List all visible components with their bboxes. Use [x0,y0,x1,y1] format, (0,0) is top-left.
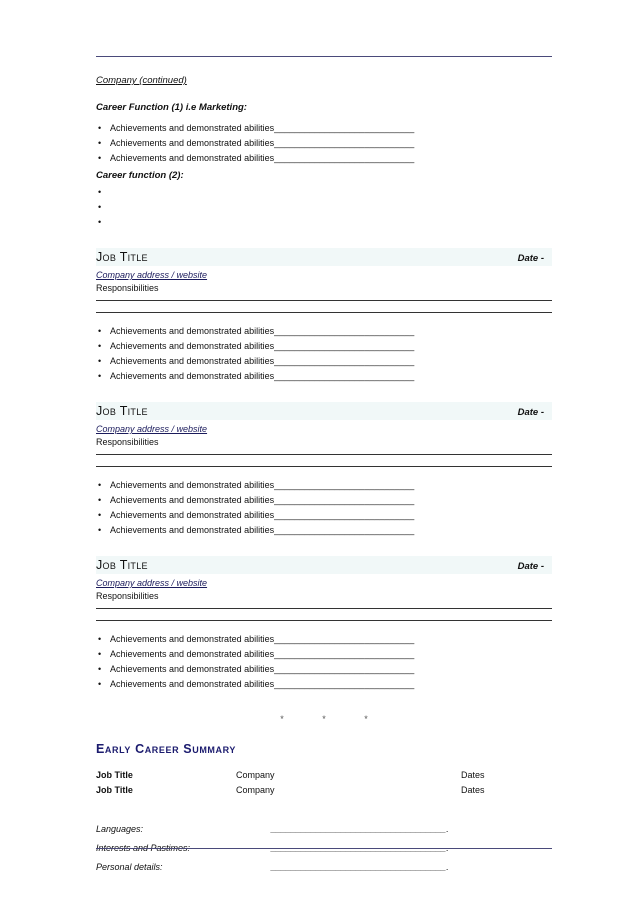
job-date: Date - [517,253,544,264]
personal-label: Interests and Pastimes: [96,843,191,853]
personal-value: ___________________________________. [271,862,449,872]
job-date: Date - [517,407,544,418]
personal-value: ___________________________________. [271,824,449,834]
bottom-divider [96,848,552,849]
list-item: • Achievements and demonstrated abilities____________________________ [96,508,552,523]
early-career-table [96,770,552,800]
career-function-2-heading: Career function (2): [96,170,184,181]
write-line [96,300,552,301]
write-line [96,608,552,609]
responsibilities-lines [96,300,552,313]
job-entry [96,248,552,384]
personal-label: Languages: [96,824,144,834]
list-item: • Achievements and demonstrated abilities____________________________ [96,136,552,151]
early-job-dates: Dates [461,785,485,795]
early-job-dates: Dates [461,770,485,780]
personal-value: ___________________________________. [271,843,449,853]
write-line [96,466,552,467]
responsibilities-label: Responsibilities [96,283,159,293]
personal-label: Personal details: [96,862,163,872]
responsibilities-label: Responsibilities [96,591,159,601]
responsibilities-label: Responsibilities [96,437,159,447]
career-function-1-heading: Career Function (1) i.e Marketing: [96,102,247,113]
list-item [96,200,552,215]
table-row [96,770,552,785]
personal-row [96,824,552,834]
list-item: • Achievements and demonstrated abilities____________________________ [96,632,552,647]
achievements-list [96,478,552,538]
job-header [96,248,552,266]
list-item: • Achievements and demonstrated abilities____________________________ [96,151,552,166]
job-date: Date - [517,561,544,572]
list-item: • Achievements and demonstrated abilities____________________________ [96,647,552,662]
top-achievements-list [96,121,552,166]
early-career-heading: Early Career Summary [96,742,236,756]
early-job-company: Company [236,770,275,780]
table-row [96,785,552,800]
list-item: • Achievements and demonstrated abilities____________________________ [96,662,552,677]
list-item: • Achievements and demonstrated abilities____________________________ [96,478,552,493]
write-line [96,312,552,313]
list-item: • Achievements and demonstrated abilities____________________________ [96,369,552,384]
list-item: • Achievements and demonstrated abilities____________________________ [96,324,552,339]
list-item [96,185,552,200]
job-header [96,556,552,574]
list-item: • Achievements and demonstrated abilities____________________________ [96,493,552,508]
list-item: • Achievements and demonstrated abilities____________________________ [96,523,552,538]
job-title: Job Title [96,250,148,264]
list-item: • Achievements and demonstrated abilities____________________________ [96,121,552,136]
job-header [96,402,552,420]
company-continued-label: Company (continued) [96,75,187,86]
job-title: Job Title [96,558,148,572]
early-job-company: Company [236,785,275,795]
job-company-link[interactable]: Company address / website [96,270,208,280]
document-content [96,56,552,881]
personal-row [96,862,552,872]
section-separator: * * * [280,714,386,724]
achievements-list [96,632,552,692]
job-company-link[interactable]: Company address / website [96,578,208,588]
list-item: • Achievements and demonstrated abilities____________________________ [96,677,552,692]
write-line [96,620,552,621]
job-entry [96,402,552,538]
early-job-title: Job Title [96,785,133,795]
early-job-title: Job Title [96,770,133,780]
responsibilities-lines [96,608,552,621]
career-function-2-list [96,185,552,230]
responsibilities-lines [96,454,552,467]
job-entry [96,556,552,692]
list-item: • Achievements and demonstrated abilities____________________________ [96,339,552,354]
achievements-list [96,324,552,384]
list-item [96,215,552,230]
write-line [96,454,552,455]
list-item: • Achievements and demonstrated abilities____________________________ [96,354,552,369]
top-divider [96,56,552,57]
job-title: Job Title [96,404,148,418]
job-company-link[interactable]: Company address / website [96,424,208,434]
